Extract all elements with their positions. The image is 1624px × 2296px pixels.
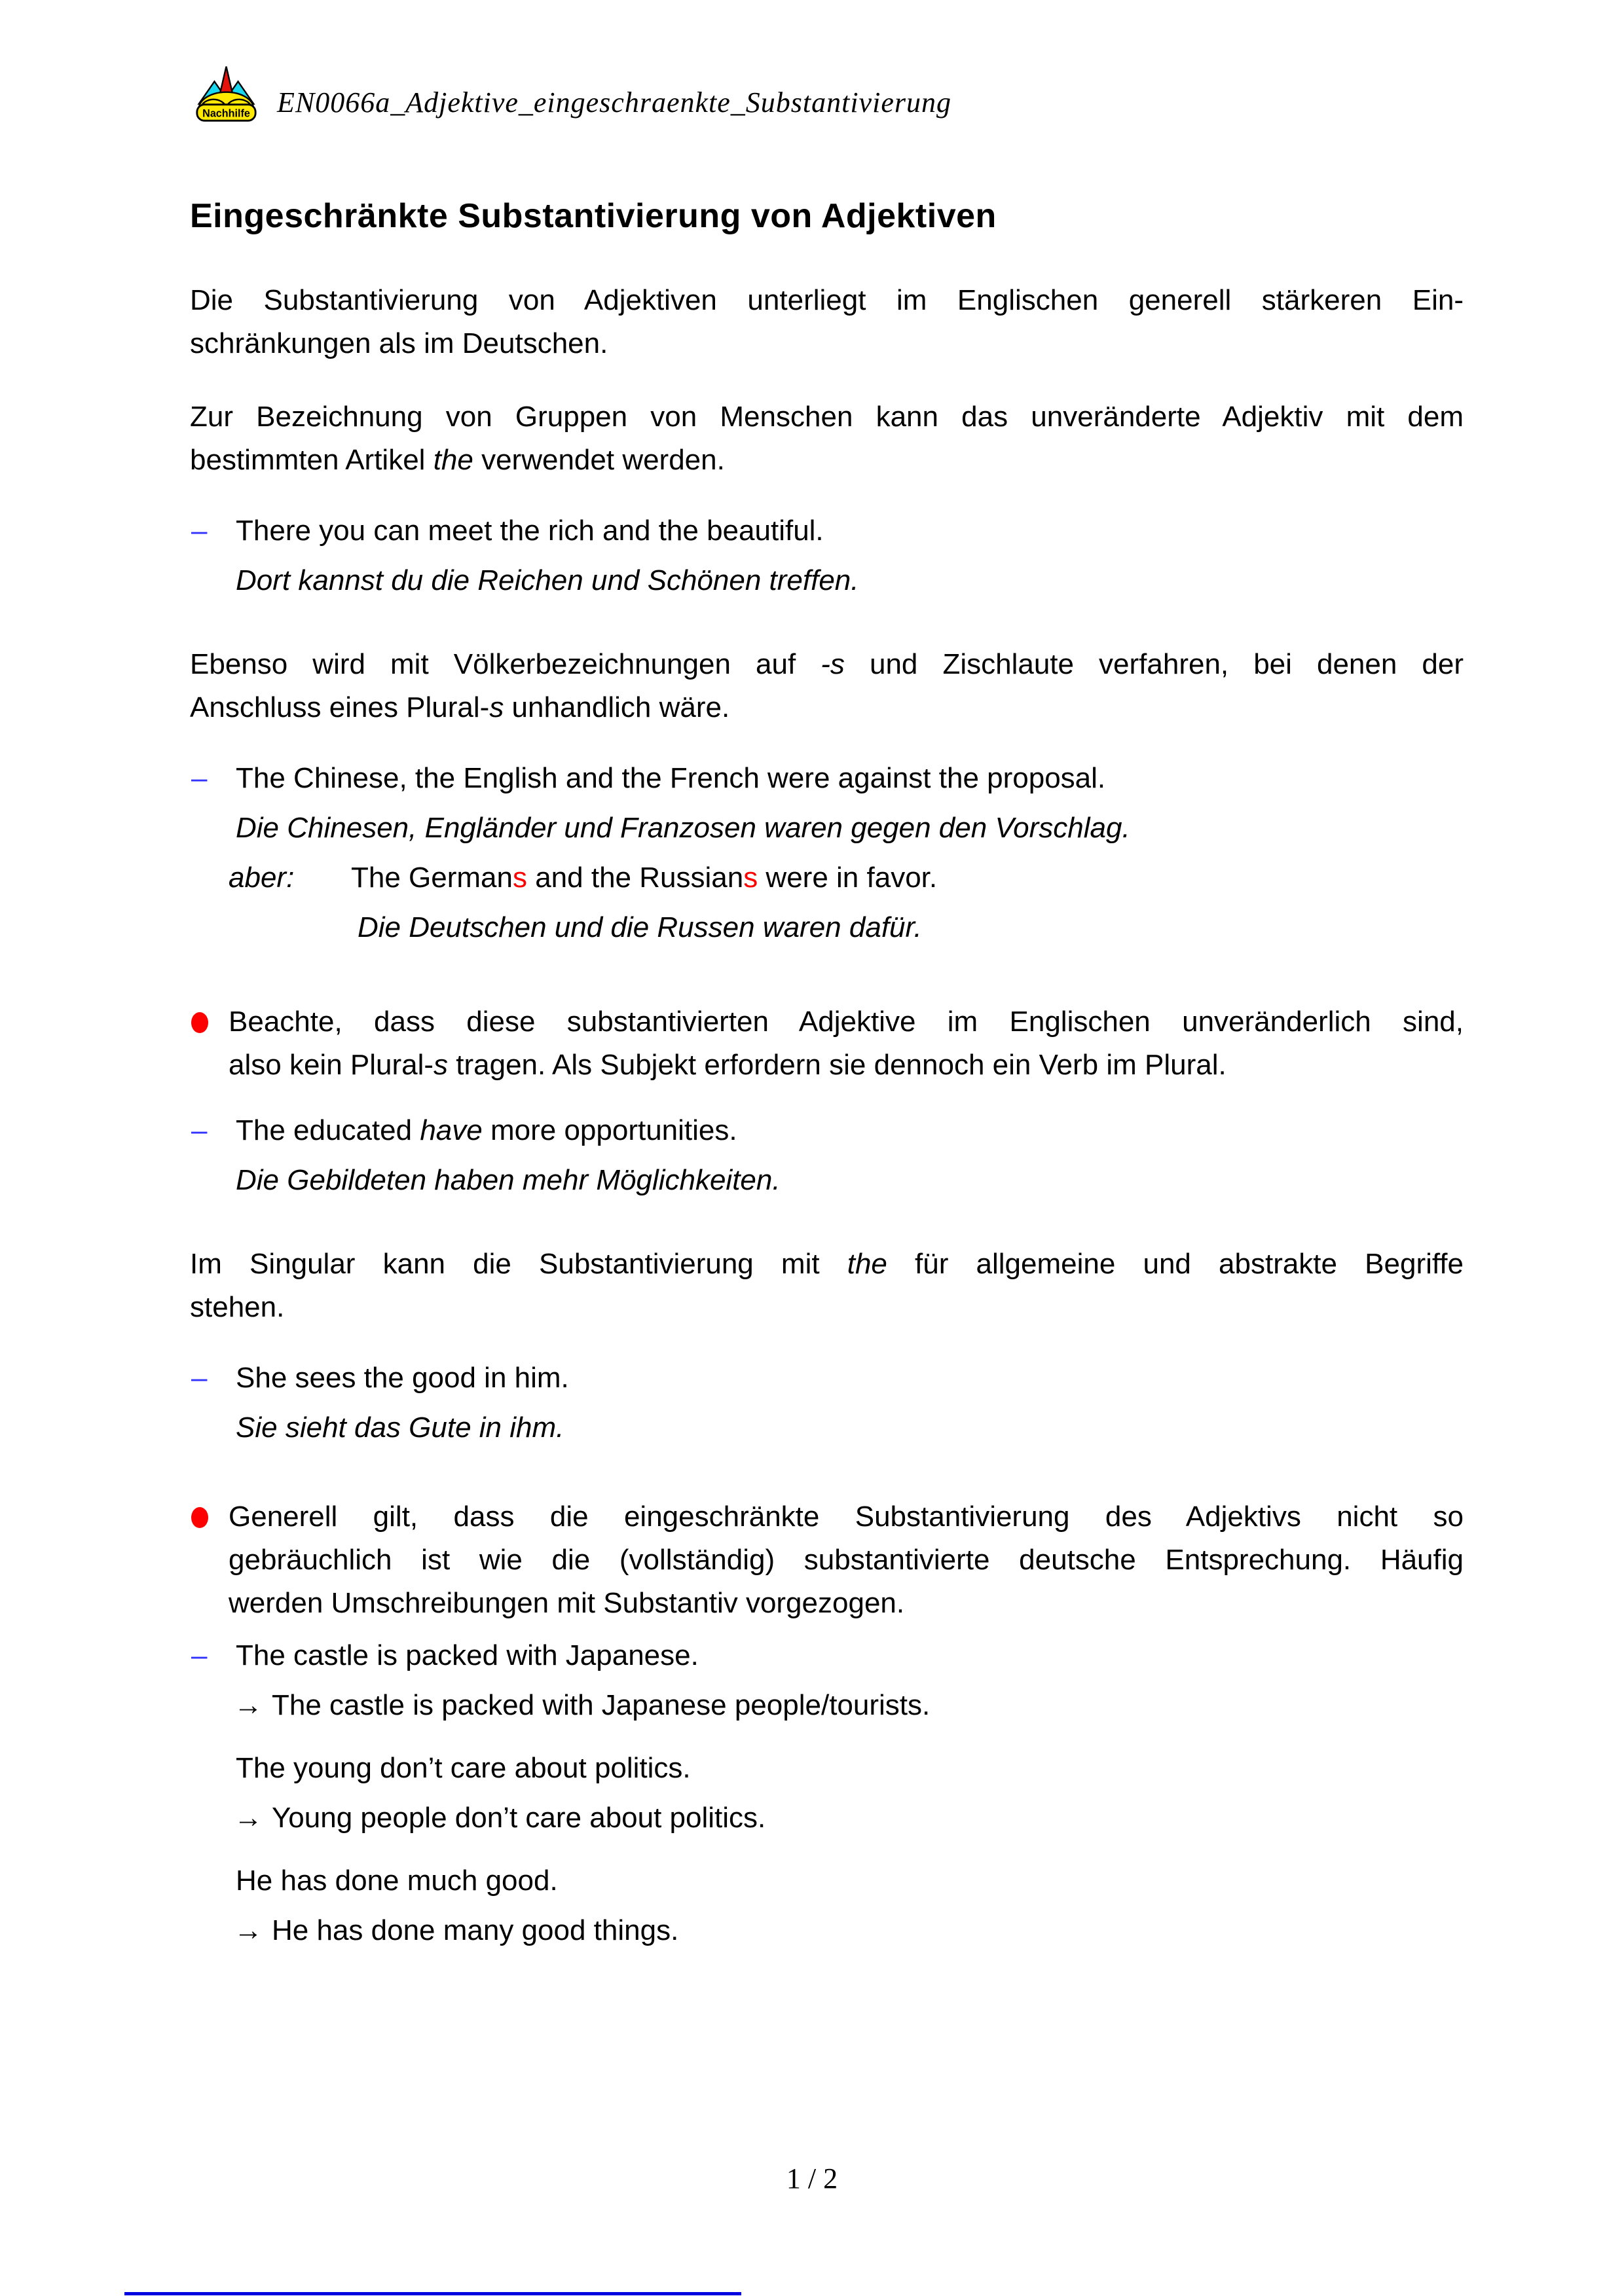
paragraph-line: Anschluss eines Plural-s unhandlich wäre. [190,691,730,723]
aber-german: Die Deutschen und die Russen waren dafür. [358,911,922,943]
paragraph-line: Zur Bezeichnung von Gruppen von Menschen kann das unveränderte Adjektiv mit dem [190,401,1464,433]
dash-marker: – [191,1114,208,1146]
page-number: 1 / 2 [786,2162,838,2195]
arrow-icon: → [234,1802,263,1834]
example-educated [190,1112,1464,1199]
arrow-icon: → [234,1914,263,1946]
nachhilfe-logo-icon [195,63,257,125]
rewrite-source-row [190,1637,1464,1675]
note-line: Beachte, dass diese substantivierten Adjektive im Englischen unveränderlich sind, [229,1006,1464,1038]
paragraph-line: bestimmten Artikel the verwendet werden. [190,444,725,476]
rewrite-source: The castle is packed with Japanese. [236,1639,699,1671]
example-german: Die Chinesen, Engländer und Franzosen waren gegen den Vorschlag. [236,812,1130,844]
document-filename: EN0066a_Adjektive_eingeschraenkte_Substantivierung [277,86,951,118]
example-english: There you can meet the rich and the beautiful. [236,515,824,547]
rewrite-source: He has done much good. [236,1865,558,1897]
note-line: gebräuchlich ist wie die (vollständig) substantivierte deutsche Entsprechung. Häufig [229,1544,1464,1576]
paragraph-line: stehen. [190,1291,285,1323]
aber-english-row [190,859,1464,897]
example-english: She sees the good in him. [236,1362,569,1394]
rewrite-source: The young don’t care about politics. [236,1752,691,1784]
dash-marker: – [191,1639,208,1671]
example-good [190,1359,1464,1447]
example-english: The educated have more opportunities. [236,1114,737,1146]
rewrite-pair-young [190,1749,1464,1837]
paragraph-singular [190,1243,1464,1329]
note-line: Generell gilt, dass die eingeschränkte Substantivierung des Adjektivs nicht so [229,1501,1464,1533]
aber-block [190,859,1464,947]
paragraph-line: schränkungen als im Deutschen. [190,327,608,359]
rewrite-pair-muchgood [190,1862,1464,1950]
note-line: also kein Plural-s tragen. Als Subjekt erfordern sie dennoch ein Verb im Plural. [229,1049,1227,1081]
paragraph-line: Ebenso wird mit Völkerbezeichnungen auf -s und Zischlaute verfahren, bei denen der [190,648,1464,680]
rewrite-arrow-row [190,1799,1464,1837]
bullet-icon [191,1012,208,1033]
paragraph-artikel [190,395,1464,482]
arrow-icon: → [234,1689,263,1721]
rewrite-result: The castle is packed with Japanese people/tourists. [272,1689,931,1721]
example-german: Sie sieht das Gute in ihm. [236,1412,564,1444]
example-german: Dort kannst du die Reichen und Schönen treffen. [236,564,859,596]
note-line: werden Umschreibungen mit Substantiv vorgezogen. [229,1587,905,1619]
dash-marker: – [191,1362,208,1394]
paragraph-line: Im Singular kann die Substantivierung mit the für allgemeine und abstrakte Begriffe [190,1248,1464,1280]
dash-marker: – [191,515,208,547]
rewrite-arrow-row [190,1912,1464,1950]
rewrite-result: Young people don’t care about politics. [272,1802,766,1834]
example-english: The Chinese, the English and the French were against the proposal. [236,762,1106,794]
note-general [190,1495,1464,1625]
document-content [190,196,1464,1975]
dash-marker: – [191,762,208,794]
logo-label: Nachhilfe [202,107,250,120]
bullet-icon [191,1507,208,1528]
example-rich [190,512,1464,600]
paragraph-intro [190,279,1464,365]
rewrite-result: He has done many good things. [272,1914,679,1946]
paragraph-voelker [190,643,1464,729]
rewrite-pair-castle [190,1637,1464,1724]
rewrite-source-row [190,1862,1464,1900]
page-header [195,63,951,125]
aber-english: The Germans and the Russians were in favor. [351,862,938,894]
page-title: Eingeschränkte Substantivierung von Adjektiven [190,197,997,235]
paragraph-line: Die Substantivierung von Adjektiven unterliegt im Englischen generell stärkeren Ein- [190,284,1464,316]
note-plural [190,1000,1464,1087]
example-chinese [190,759,1464,847]
aber-label: aber: [229,862,295,894]
rewrite-source-row [190,1749,1464,1787]
rewrite-arrow-row [190,1686,1464,1724]
bottom-divider-line [124,2292,741,2295]
example-german: Die Gebildeten haben mehr Möglichkeiten. [236,1164,781,1196]
